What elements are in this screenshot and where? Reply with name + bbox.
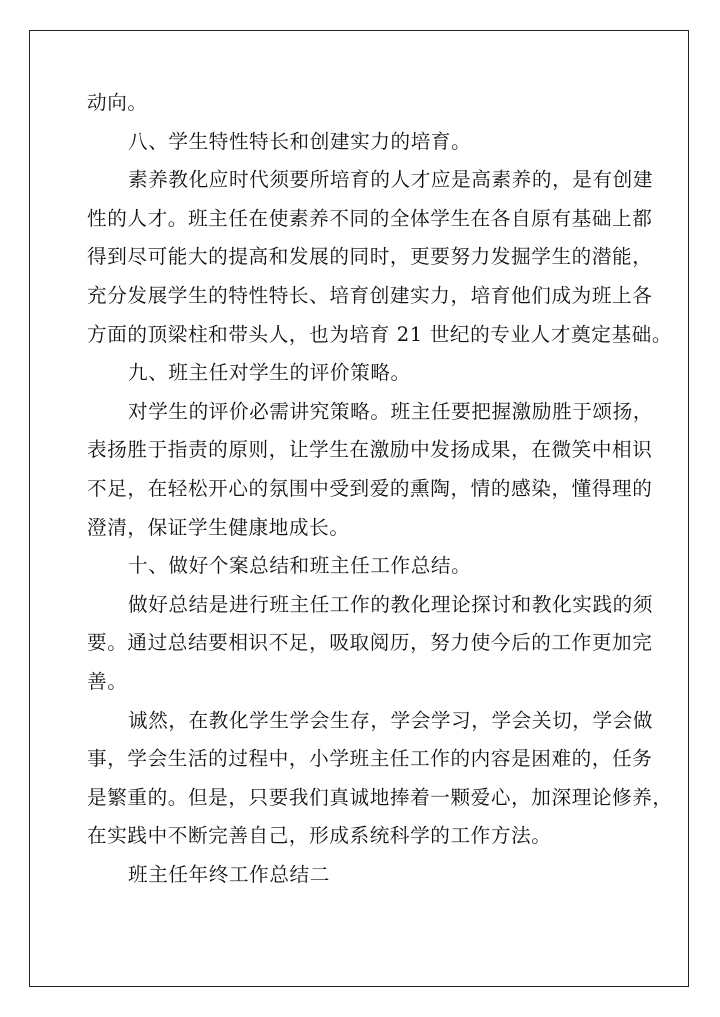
text-line: 得到尽可能大的提高和发展的同时，更要努力发掘学生的潜能， [87, 245, 653, 269]
text-line: 素养教化应时代须要所培育的人才应是高素养的，是有创建 [128, 168, 654, 192]
text-line: 要。通过总结要相识不足，吸取阅历，努力使今后的工作更加完 [87, 631, 653, 655]
text-line: 在实践中不断完善自己，形成系统科学的工作方法。 [87, 824, 552, 848]
text-line: 班主任年终工作总结二 [128, 862, 330, 886]
text-line: 善。 [87, 669, 128, 693]
text-line: 做好总结是进行班主任工作的教化理论探讨和教化实践的须 [128, 592, 654, 616]
text-line: 十、做好个案总结和班主任工作总结。 [128, 554, 472, 578]
text-line: 澄清，保证学生健康地成长。 [87, 515, 350, 539]
text-line: 性的人才。班主任在使素养不同的全体学生在各自原有基础上都 [87, 206, 653, 230]
text-line: 表扬胜于指责的原则，让学生在激励中发扬成果，在微笑中相识 [87, 438, 653, 462]
text-line: 对学生的评价必需讲究策略。班主任要把握激励胜于颂扬， [128, 399, 654, 423]
text-line: 动向。 [87, 91, 148, 114]
text-line: 方面的顶梁柱和带头人，也为培育 21 世纪的专业人才奠定基础。 [87, 322, 673, 346]
text-line: 不足，在轻松开心的氛围中受到爱的熏陶，情的感染，懂得理的 [87, 476, 653, 500]
text-line: 诚然，在教化学生学会生存，学会学习，学会关切，学会做 [128, 708, 654, 732]
text-line: 充分发展学生的特性特长、培育创建实力，培育他们成为班上各 [87, 283, 653, 307]
text-line: 八、学生特性特长和创建实力的培育。 [128, 129, 472, 153]
text-line: 九、班主任对学生的评价策略。 [128, 361, 411, 385]
text-line: 是繁重的。但是，只要我们真诚地捧着一颗爱心，加深理论修养， [87, 785, 673, 809]
document-body [87, 84, 673, 894]
text-line: 事，学会生活的过程中，小学班主任工作的内容是困难的，任务 [87, 747, 653, 771]
